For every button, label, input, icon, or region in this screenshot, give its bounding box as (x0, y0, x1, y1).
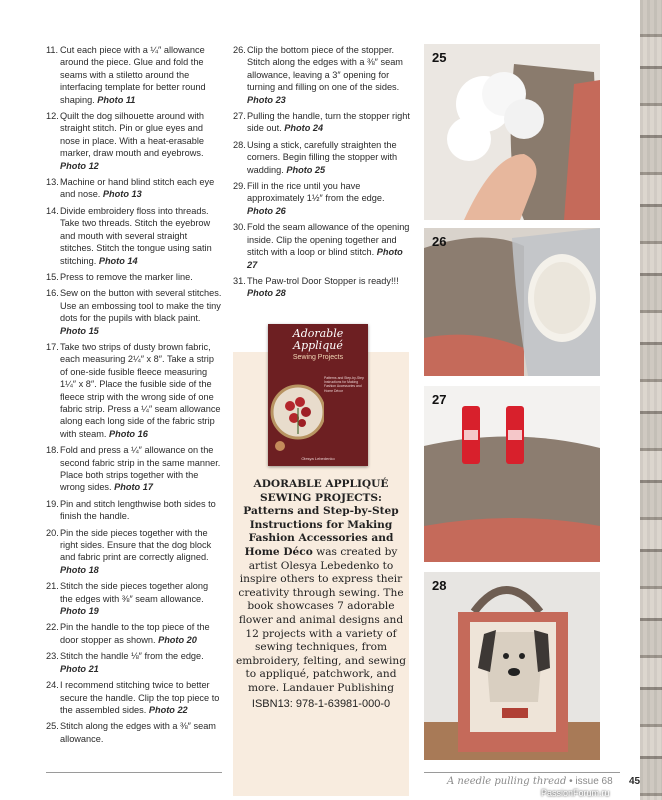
step-text: Pin the side pieces together with the right sides. Ensure that the dog block and fabric print are correctly aligned. (60, 527, 212, 563)
magazine-name: A needle pulling thread (447, 776, 567, 787)
instruction-step (46, 650, 222, 675)
step-number: 12. (46, 111, 59, 122)
step-number: 19. (46, 498, 59, 509)
photo-25-filling-wadding (424, 44, 600, 220)
photo-reference: Photo 27 (247, 247, 403, 270)
photo-reference: Photo 19 (60, 606, 99, 617)
photo-reference: Photo 28 (247, 288, 286, 299)
step-text: Stitch the handle ⅛″ from the edge. (60, 651, 204, 662)
book-heading: ADORABLE APPLIQUÉ SEWING PROJECTS: Patterns and Step-by-Step Instructions for Making Fashion Accessories and Home Déco (243, 478, 399, 558)
photo-reference: Photo 14 (98, 255, 138, 266)
instruction-step (46, 341, 222, 440)
photo-reference: Photo 25 (286, 164, 326, 175)
instruction-step (46, 527, 222, 577)
issue-number: issue 68 (575, 776, 613, 787)
step-number: 30. (233, 222, 246, 233)
photo-reference: Photo 12 (60, 160, 99, 171)
photo-reference: Photo 26 (247, 205, 286, 216)
photo-reference: Photo 21 (60, 663, 99, 674)
step-number: 11. (46, 45, 59, 55)
instruction-step (46, 580, 222, 617)
photo-number-28: 28 (432, 578, 447, 593)
book-description (236, 478, 406, 711)
photo-reference: Photo 20 (158, 634, 197, 645)
step-text: Fold and press a ¼″ allowance on the second fabric strip in the same manner. Place both strips together with the wrong sides. (60, 445, 221, 493)
instruction-step (46, 110, 222, 172)
photo-number-26: 26 (432, 234, 447, 249)
instruction-step (233, 221, 411, 271)
instruction-step (46, 621, 222, 646)
instruction-step (46, 176, 222, 201)
instruction-step (46, 44, 222, 106)
step-number: 13. (46, 177, 59, 188)
book-body: was created by artist Olesya Lebedenko to inspire others to express their creativity through sewing. The book showcases 7 adorable flower and animal designs and 12 projects with a variety of sewing techniques, from embroidery, felting, and sewing to appliqué, patchwork, and more. Landauer Publishing (236, 545, 406, 694)
step-text: Sew on the button with several stitches. Use an embossing tool to make the tiny dots for the pupils with black paint. (60, 288, 222, 324)
book-isbn: ISBN13: 978-1-63981-000-0 (251, 697, 391, 710)
photo-number-27: 27 (432, 392, 447, 407)
photo-reference: Photo 23 (247, 94, 286, 105)
step-number: 21. (46, 581, 59, 592)
step-text: Fold the seam allowance of the opening inside. Clip the opening together and stitch with a loop or blind stitch. (247, 222, 410, 258)
step-text: Divide embroidery floss into threads. Take two threads. Stitch the eyebrow and mouth with several straight stitches. Stitch the tongue using satin stitching. (60, 205, 212, 266)
embroidery-hoop-image (270, 368, 324, 454)
step-text: Clip the bottom piece of the stopper. Stitch along the edges with a ⅜″ seam allowance, leaving a 3″ opening for turning and filling on one of the sides. (247, 45, 403, 93)
instruction-step (46, 720, 222, 745)
instruction-step (233, 139, 411, 176)
instruction-step (46, 679, 222, 716)
instruction-step (233, 44, 411, 106)
instruction-step (46, 498, 222, 523)
instruction-step (46, 205, 222, 267)
photo-reference: Photo 24 (284, 123, 324, 134)
photo-26-filling-rice (424, 228, 600, 376)
instructions-column-right (233, 44, 411, 304)
step-number: 29. (233, 181, 246, 192)
instruction-step (233, 180, 411, 217)
photo-reference: Photo 11 (97, 94, 136, 105)
book-cover-subtitle: Sewing Projects (292, 354, 344, 361)
step-text: Stitch along the edges with a ⅜″ seam allowance. (60, 721, 216, 744)
step-number: 23. (46, 651, 59, 662)
step-text: Pulling the handle, turn the stopper right side out. (247, 111, 410, 134)
photo-reference: Photo 13 (102, 189, 142, 200)
photo-28-finished-door-stopper (424, 572, 600, 760)
step-text: Pin and stitch lengthwise both sides to finish the handle. (60, 498, 216, 522)
instruction-step (46, 444, 222, 494)
step-text: Press to remove the marker line. (60, 271, 193, 282)
book-cover-blurb: Patterns and Step-by-Step Instructions for Making Fashion Accessories and Home Décor (324, 376, 364, 393)
step-number: 25. (46, 721, 59, 732)
book-cover-author: Olesya Lebedenko (301, 456, 335, 461)
step-text: I recommend stitching twice to better secure the handle. Clip the top piece to the assembled sides. (60, 680, 220, 715)
step-number: 16. (46, 288, 59, 299)
photo-reference: Photo 15 (60, 325, 99, 336)
step-text: The Paw-trol Door Stopper is ready!!! (247, 275, 399, 286)
step-text: Stitch the side pieces together along the edges with ⅜″ seam allowance. (60, 581, 209, 604)
instructions-column-left (46, 44, 222, 749)
step-number: 22. (46, 622, 59, 633)
step-number: 31. (233, 275, 246, 286)
footer-rule (424, 772, 620, 773)
photo-number-25: 25 (432, 50, 447, 65)
instruction-step (233, 275, 411, 300)
photo-reference: Photo 17 (114, 482, 153, 493)
step-number: 28. (233, 139, 246, 150)
step-number: 27. (233, 111, 246, 122)
step-text: Take two strips of dusty brown fabric, each measuring 2¼″ x 8″. Take a strip of one-side fusible fleece measuring 1¼″ x 8″. Place the fusible side of the fleece strip with the wrong side of one fabric strip. Press a ¼″ seam allowance along each long side of the fabric strip with steam. (60, 341, 221, 439)
step-number: 18. (46, 445, 59, 456)
book-cover (268, 324, 368, 466)
step-text: Quilt the dog silhouette around with straight stitch. Pin or glue eyes and nose in place. With a heat-erasable marker, draw mouth and eyebrows. (60, 111, 205, 159)
step-number: 20. (46, 527, 59, 538)
step-number: 24. (46, 680, 59, 691)
instruction-step (46, 287, 222, 337)
step-text: Pin the handle to the top piece of the door stopper as shown. (60, 622, 210, 645)
step-number: 15. (46, 271, 59, 282)
footer-credit: A needle pulling thread • issue 68 (447, 776, 613, 787)
step-number: 17. (46, 341, 59, 352)
step-number: 26. (233, 45, 246, 55)
watermark-site: PassionForum.ru (541, 788, 610, 798)
left-column-rule (46, 772, 222, 773)
instruction-step (46, 271, 222, 283)
step-number: 14. (46, 205, 59, 216)
step-text: Cut each piece with a ¼″ allowance around the piece. Glue and fold the seams with a stiletto around the interfacing template for better round shaping. (60, 45, 206, 105)
instruction-step (233, 110, 411, 135)
photo-27-clipped-opening (424, 386, 600, 562)
step-text: Machine or hand blind stitch each eye and nose. (60, 177, 215, 200)
step-text: Fill in the rice until you have approximately 1½″ from the edge. (247, 181, 385, 204)
photo-reference: Photo 22 (148, 704, 188, 715)
book-cover-title: Adorable Appliqué (292, 327, 344, 352)
step-text: Using a stick, carefully straighten the corners. Begin filling the stopper with wadding. (247, 139, 398, 175)
photo-reference: Photo 16 (109, 428, 148, 439)
stone-wall-border (640, 0, 662, 800)
photo-reference: Photo 18 (60, 564, 99, 575)
page-number: 45 (629, 776, 641, 787)
